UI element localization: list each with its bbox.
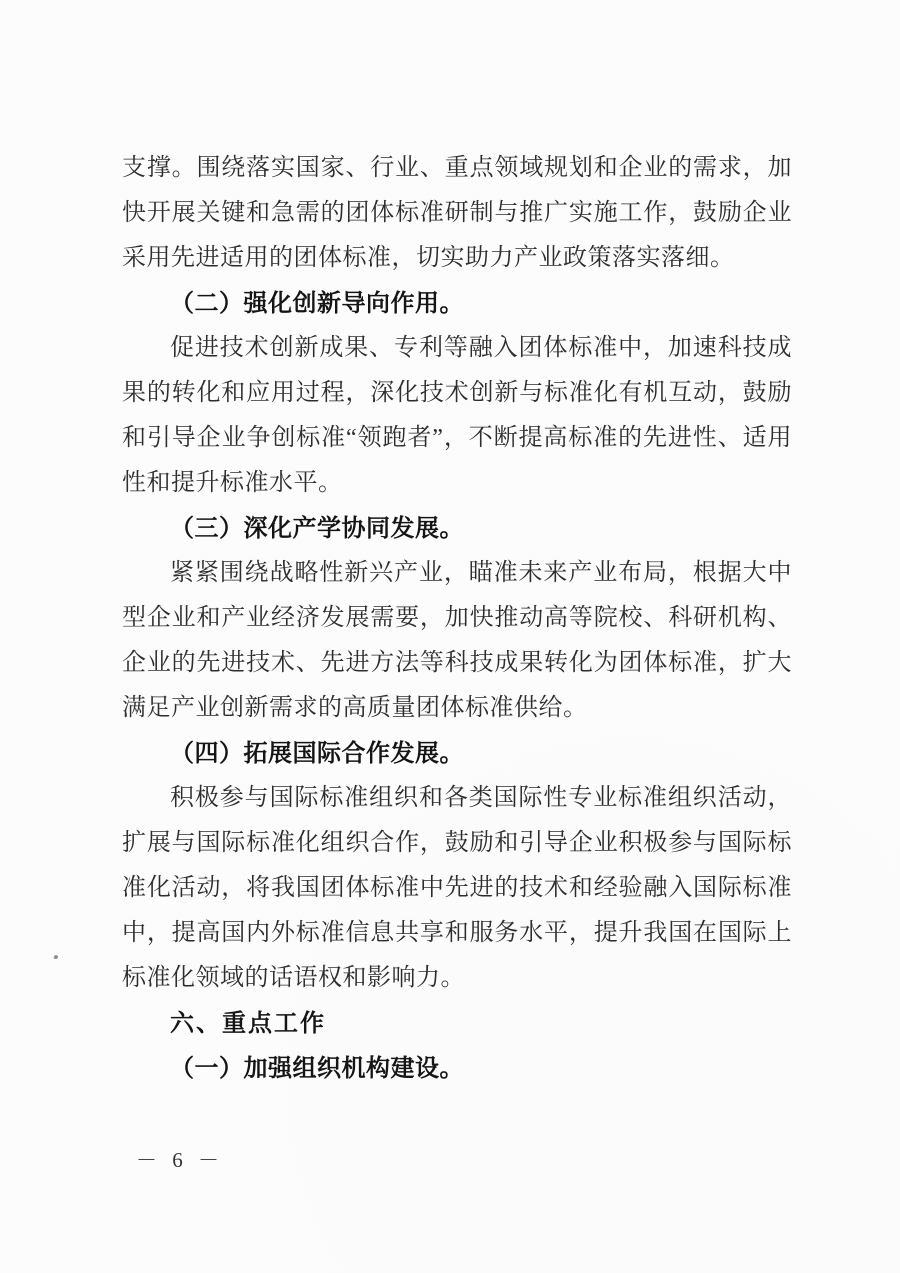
page-number: － 6 －: [136, 1148, 224, 1172]
scan-speck-mark: [53, 954, 58, 959]
heading-item-1-organization: （一）加强组织机构建设。: [170, 1055, 464, 1082]
heading-item-4-international: （四）拓展国际合作发展。: [170, 740, 464, 767]
section-heading-key-work: 六、重点工作: [170, 1010, 326, 1037]
paragraph-international: 积极参与国际标准组织和各类国际性专业标准组织活动，扩展与国际标准化组织合作，鼓励和引导企业积极参与国际标准化活动，将我国团体标准中先进的技术和经验融入国际标准中，提高国内外标准信息共享和服务水平，提升我国在国际上标准化领域的话语权和影响力。: [122, 785, 792, 991]
heading-item-3-industry-academia: （三）深化产学协同发展。: [170, 515, 464, 542]
paragraph-continuation: 支撑。围绕落实国家、行业、重点领域规划和企业的需求，加快开展关键和急需的团体标准研制与推广实施工作，鼓励企业采用先进适用的团体标准，切实助力产业政策落实落细。: [122, 155, 792, 271]
document-body: [122, 146, 792, 1091]
heading-item-2-innovation: （二）强化创新导向作用。: [170, 290, 464, 317]
paragraph-innovation: 促进技术创新成果、专利等融入团体标准中，加速科技成果的转化和应用过程，深化技术创新与标准化有机互动，鼓励和引导企业争创标准“领跑者”，不断提高标准的先进性、适用性和提升标准水平。: [122, 335, 792, 496]
paragraph-industry-academia: 紧紧围绕战略性新兴产业，瞄准未来产业布局，根据大中型企业和产业经济发展需要，加快推动高等院校、科研机构、企业的先进技术、先进方法等科技成果转化为团体标准，扩大满足产业创新需求的高质量团体标准供给。: [122, 560, 792, 721]
